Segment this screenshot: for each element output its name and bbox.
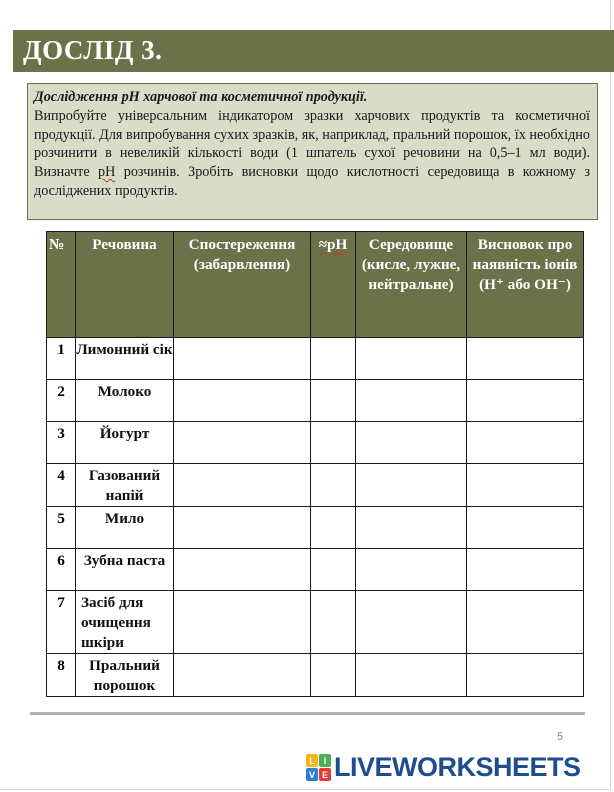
ph-cell[interactable] — [311, 422, 356, 464]
ph-cell[interactable] — [311, 338, 356, 380]
table-row — [47, 507, 584, 549]
row-num: 8 — [47, 654, 76, 697]
task-heading: Дослідження рН харчової та косметичної продукції. — [34, 89, 368, 105]
task-ph-word: рН — [98, 164, 116, 181]
svg-text:I: I — [323, 756, 327, 766]
conclusion-cell[interactable] — [467, 338, 584, 380]
page-title: ДОСЛІД 3. — [23, 35, 163, 65]
ph-cell[interactable] — [311, 380, 356, 422]
observation-cell[interactable] — [174, 422, 311, 464]
row-substance: Пральний порошок — [76, 654, 174, 697]
conclusion-cell[interactable] — [467, 464, 584, 507]
ph-cell[interactable] — [311, 591, 356, 654]
header-ph-label: ≈рН — [318, 236, 348, 253]
header-ph — [311, 232, 356, 338]
table-row — [47, 591, 584, 654]
table-row — [47, 464, 584, 507]
ph-cell[interactable] — [311, 549, 356, 591]
task-box — [27, 83, 598, 220]
table-row — [47, 422, 584, 464]
medium-cell[interactable] — [356, 591, 467, 654]
row-substance: Йогурт — [76, 422, 174, 464]
row-substance: Мило — [76, 507, 174, 549]
liveworksheets-brand[interactable] — [306, 751, 606, 783]
table-row — [47, 549, 584, 591]
table-row — [47, 338, 584, 380]
header-conclusion-ions: (H⁺ або OH⁻) — [479, 276, 571, 293]
conclusion-cell[interactable] — [467, 549, 584, 591]
row-substance: Зубна паста — [76, 549, 174, 591]
observation-cell[interactable] — [174, 591, 311, 654]
conclusion-cell[interactable] — [467, 591, 584, 654]
observation-cell[interactable] — [174, 507, 311, 549]
table-row — [47, 654, 584, 697]
conclusion-cell[interactable] — [467, 422, 584, 464]
row-substance: Молоко — [76, 380, 174, 422]
footer-divider — [30, 712, 585, 715]
brand-wordmark: LIVEWORKSHEETS — [334, 752, 581, 782]
experiment-table — [46, 231, 584, 697]
ph-cell[interactable] — [311, 654, 356, 697]
svg-text:E: E — [321, 770, 329, 780]
row-num: 7 — [47, 591, 76, 654]
row-num: 5 — [47, 507, 76, 549]
observation-cell[interactable] — [174, 549, 311, 591]
task-text-part1: Випробуйте універсальним індикатором зразки харчових продуктів та косметичної продукції. Для випробування сухих зразків, як, наприклад, пральний порошок, їх необхідно розчинити в невеликій кількості води (1 шпатель сухої речовини на 0,5–1 мл води). Визначте — [34, 107, 590, 181]
table-header-row — [47, 232, 584, 338]
observation-cell[interactable] — [174, 464, 311, 507]
medium-cell[interactable] — [356, 654, 467, 697]
medium-cell[interactable] — [356, 380, 467, 422]
ph-cell[interactable] — [311, 507, 356, 549]
task-text-part2: розчинів. Зробіть висновки щодо кислотності середовища в кожному з досліджених продуктів. — [34, 164, 590, 199]
row-num: 6 — [47, 549, 76, 591]
page-number: 5 — [557, 731, 564, 743]
svg-text:V: V — [308, 770, 316, 780]
observation-cell[interactable] — [174, 338, 311, 380]
medium-cell[interactable] — [356, 464, 467, 507]
title-bar — [13, 30, 614, 72]
header-conclusion — [467, 232, 584, 338]
observation-cell[interactable] — [174, 380, 311, 422]
row-num: 2 — [47, 380, 76, 422]
task-body — [34, 107, 590, 201]
header-conclusion-main: Висновок про наявність іонів — [472, 236, 578, 273]
header-num: № — [47, 232, 76, 338]
medium-cell[interactable] — [356, 507, 467, 549]
liveworksheets-logo-icon — [306, 754, 332, 782]
medium-cell[interactable] — [356, 549, 467, 591]
medium-cell[interactable] — [356, 338, 467, 380]
conclusion-cell[interactable] — [467, 654, 584, 697]
table-row — [47, 380, 584, 422]
row-num: 3 — [47, 422, 76, 464]
svg-text:L: L — [309, 756, 315, 766]
conclusion-cell[interactable] — [467, 507, 584, 549]
row-substance: Лимонний сік — [76, 338, 174, 380]
medium-cell[interactable] — [356, 422, 467, 464]
header-medium: Середовище (кисле, лужне, нейтральне) — [356, 232, 467, 338]
row-substance: Засіб для очищення шкіри — [76, 591, 174, 654]
header-substance: Речовина — [76, 232, 174, 338]
header-observation: Спостереження (забарвлення) — [174, 232, 311, 338]
row-num: 4 — [47, 464, 76, 507]
row-num: 1 — [47, 338, 76, 380]
ph-cell[interactable] — [311, 464, 356, 507]
row-substance: Газований напій — [76, 464, 174, 507]
conclusion-cell[interactable] — [467, 380, 584, 422]
observation-cell[interactable] — [174, 654, 311, 697]
